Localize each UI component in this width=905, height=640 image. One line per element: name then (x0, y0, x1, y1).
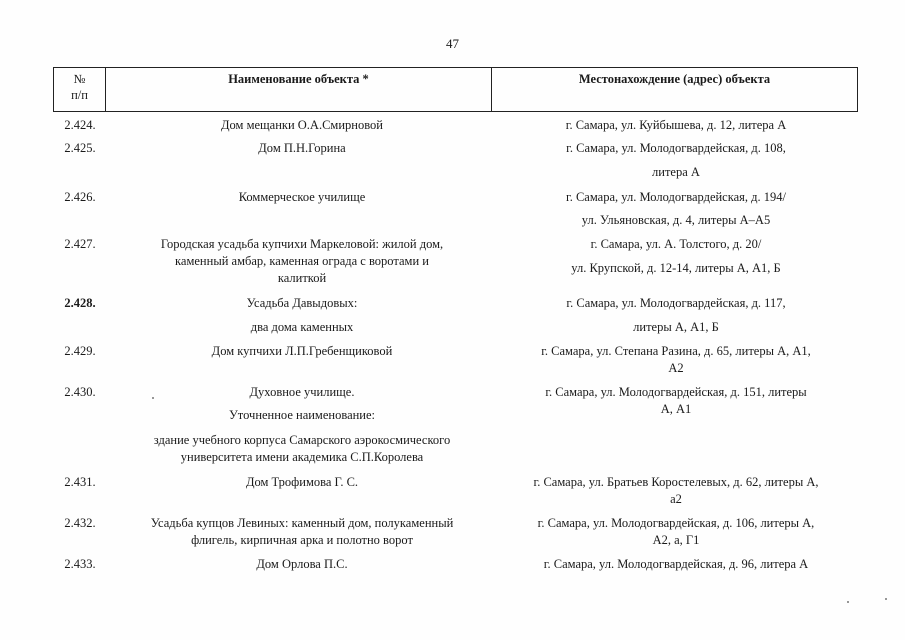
header-number-col (54, 68, 106, 111)
row-name: Духовное училище. (249, 385, 355, 399)
row-number: 2.430. (64, 385, 96, 399)
row-name: Городская усадьба купчихи Маркеловой: жилой дом, (160, 237, 444, 251)
row-address: г. Самара, ул. Куйбышева, д. 12, литера А (565, 118, 787, 132)
row-name: Дом П.Н.Горина (258, 141, 346, 155)
row-name: Коммерческое училище (238, 190, 366, 204)
row-name-cont: два дома каменных (250, 320, 354, 334)
row-name: Усадьба Давыдовых: (246, 296, 358, 310)
row-address: г. Самара, ул. Степана Разина, д. 65, литеры А, А1, (541, 344, 811, 358)
row-address-cont: литера А (652, 165, 700, 179)
scan-speck (152, 397, 154, 399)
row-address: г. Самара, ул. Братьев Коростелевых, д. 62, литеры А, (533, 475, 819, 489)
row-address: г. Самара, ул. Молодогвардейская, д. 96, литера А (543, 557, 809, 571)
row-name-cont: университета имени академика С.П.Королева (180, 450, 424, 464)
row-name-cont: Уточненное наименование: (228, 408, 376, 422)
row-number: 2.433. (64, 557, 96, 571)
row-address: г. Самара, ул. Молодогвардейская, д. 194/ (566, 190, 786, 204)
scan-speck (885, 598, 887, 600)
row-name-cont: флигель, кирпичная арка и полотно ворот (191, 533, 413, 547)
row-number: 2.432. (64, 516, 96, 530)
row-address-cont: а2 (670, 492, 682, 506)
row-number: 2.429. (64, 344, 96, 358)
row-name-cont: здание учебного корпуса Самарского аэрокосмического (153, 433, 451, 447)
row-address: г. Самара, ул. Молодогвардейская, д. 106, литеры А, (537, 516, 815, 530)
header-address-col: Местонахождение (адрес) объекта (578, 72, 771, 86)
table-header (53, 67, 858, 112)
row-name: Дом Орлова П.С. (256, 557, 348, 571)
page-number: 47 (446, 36, 459, 51)
row-number: 2.424. (64, 118, 96, 132)
row-address-cont: ул. Крупской, д. 12-14, литеры А, А1, Б (571, 261, 781, 275)
row-address-cont: А, А1 (660, 402, 692, 416)
header-number-line2: п/п (71, 88, 88, 102)
row-address-cont: ул. Ульяновская, д. 4, литеры А–А5 (581, 213, 771, 227)
row-name: Дом мещанки О.А.Смирновой (221, 118, 383, 132)
header-number-line1: № (73, 72, 86, 86)
row-name: Усадьба купцов Левиных: каменный дом, полукаменный (150, 516, 454, 530)
header-name-col: Наименование объекта * (106, 68, 492, 111)
row-address-cont: А2, а, Г1 (652, 533, 700, 547)
row-address: г. Самара, ул. Молодогвардейская, д. 117, (566, 296, 786, 310)
row-number: 2.426. (64, 190, 96, 204)
row-address-cont: А2 (668, 361, 684, 375)
row-address: г. Самара, ул. Молодогвардейская, д. 108, (566, 141, 786, 155)
row-name-cont: калиткой (277, 271, 327, 285)
row-name: Дом Трофимова Г. С. (245, 475, 359, 489)
row-number: 2.431. (64, 475, 96, 489)
row-address: г. Самара, ул. Молодогвардейская, д. 151, литеры (545, 385, 807, 399)
row-address-cont: литеры А, А1, Б (633, 320, 719, 334)
row-name: Дом купчихи Л.П.Гребенщиковой (211, 344, 393, 358)
row-address: г. Самара, ул. А. Толстого, д. 20/ (590, 237, 762, 251)
row-name-cont: каменный амбар, каменная ограда с воротами и (175, 254, 429, 268)
row-number: 2.428. (64, 296, 96, 310)
row-number: 2.425. (64, 141, 96, 155)
row-number: 2.427. (64, 237, 96, 251)
scan-speck (847, 601, 849, 603)
